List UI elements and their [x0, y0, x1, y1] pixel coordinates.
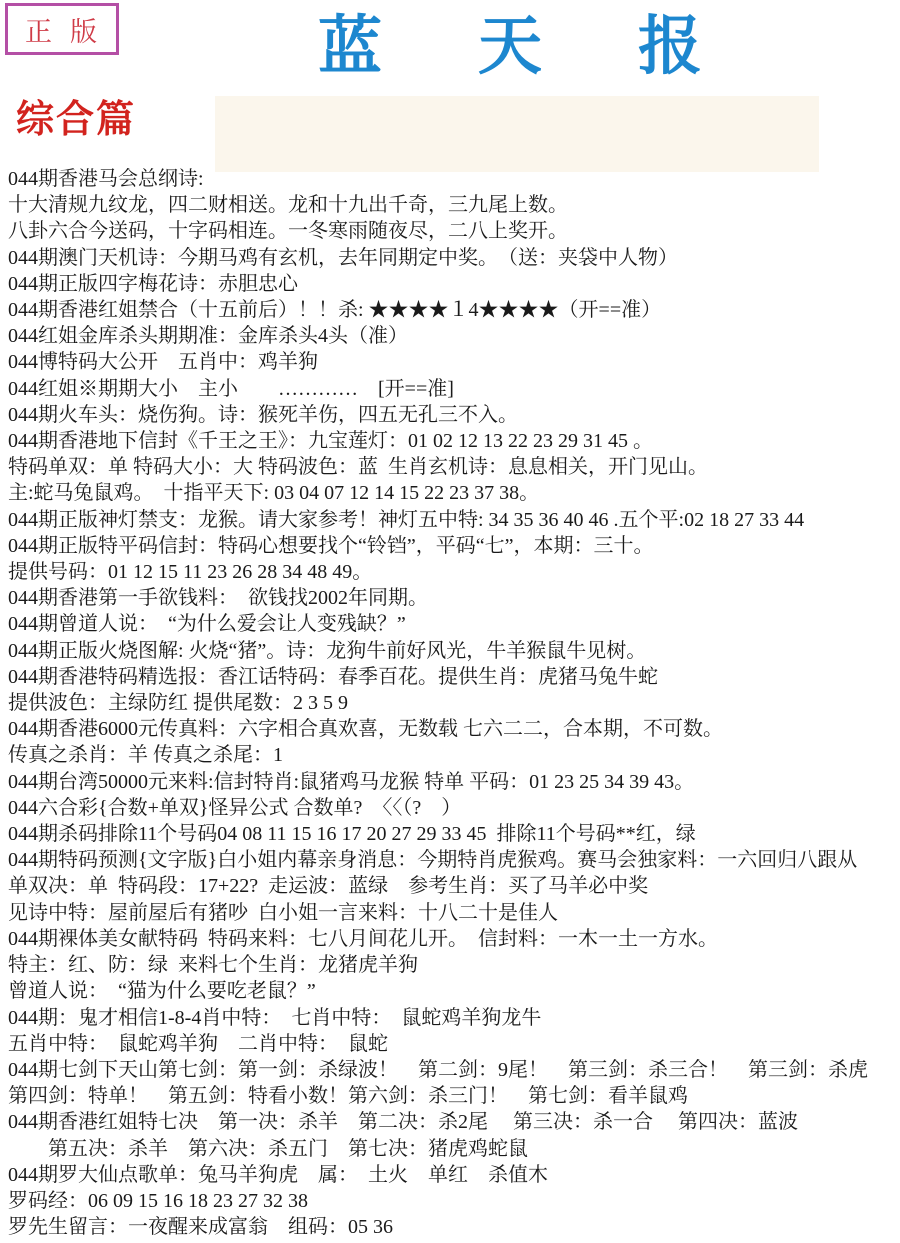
text-line: 044期七剑下天山第七剑：第一剑：杀绿波！ 第二剑：9尾！ 第三剑：杀三合！ 第三剑：杀虎: [8, 1058, 868, 1081]
text-line: 044期香港红姐特七决 第一决：杀羊 第二决：杀2尾 第三决：杀一合 第四决：蓝波: [8, 1111, 798, 1134]
text-line: 八卦六合今送码，十字码相连。一冬寒雨随夜尽，二八上奖开。: [8, 220, 568, 243]
blank-header-panel: [215, 96, 819, 172]
text-line: 044期香港红姐禁合（十五前后）！！杀: ★★★★１4★★★★（开==准）: [8, 299, 662, 322]
body-text: [8, 166, 900, 1240]
text-line: 第四剑：特单！ 第五剑：特看小数！第六剑：杀三门！ 第七剑：看羊鼠鸡: [8, 1085, 688, 1108]
section-title: 综合篇: [16, 99, 137, 141]
text-line: 传真之杀肖：羊 传真之杀尾：1: [8, 744, 283, 767]
text-line: 044期：鬼才相信1-8-4肖中特： 七肖中特： 鼠蛇鸡羊狗龙牛: [8, 1006, 542, 1029]
text-line: 044期正版四字梅花诗：赤胆忠心: [8, 272, 298, 295]
text-line: 044红姐金库杀头期期准：金库杀头4头（准）: [8, 325, 408, 348]
text-line: 主:蛇马兔鼠鸡。 十指平天下: 03 04 07 12 14 15 22 23 37 38。: [8, 482, 540, 505]
text-line: 044期杀码排除11个号码04 08 11 15 16 17 20 27 29 33 45 排除11个号码**红，绿: [8, 823, 696, 846]
text-line: 044期香港特码精选报：香江话特码：春季百花。提供生肖：虎猪马兔牛蛇: [8, 665, 658, 688]
text-line: 十大清规九纹龙，四二财相送。龙和十九出千奇，三九尾上数。: [8, 194, 568, 217]
text-line: 044期特码预测{文字版}白小姐内幕亲身消息：今期特肖虎猴鸡。赛马会独家料：一六回归八跟从: [8, 849, 858, 872]
text-line: 044六合彩{合数+单双}怪异公式 合数单? 〈〈（? ）: [8, 796, 462, 819]
text-line: 044期裸体美女献特码 特码来料：七八月间花儿开。 信封料：一木一土一方水。: [8, 927, 718, 950]
text-line: 特码单双：单 特码大小：大 特码波色：蓝 生肖玄机诗：息息相关，开门见山。: [8, 456, 708, 479]
text-line: 044期曾道人说： “为什么爱会让人变残缺？”: [8, 613, 406, 636]
text-line: 提供波色：主绿防红 提供尾数：2 3 5 9: [8, 692, 348, 715]
page-title: 蓝天报: [318, 11, 798, 82]
text-line: 第五决：杀羊 第六决：杀五门 第七决：猪虎鸡蛇鼠: [8, 1137, 528, 1160]
text-line: 044期台湾50000元来料:信封特肖:鼠猪鸡马龙猴 特单 平码：01 23 25 34 39 43。: [8, 770, 695, 793]
text-line: 罗先生留言：一夜醒来成富翁 组码：05 36: [8, 1216, 393, 1239]
text-line: 罗码经：06 09 15 16 18 23 27 32 38: [8, 1189, 308, 1212]
text-line: 044期澳门天机诗：今期马鸡有玄机，去年同期定中奖。 （送：夹袋中人物）: [8, 246, 678, 269]
text-line: 044红姐※期期大小 主小 ………… [开==准]: [8, 377, 454, 400]
text-line: 单双决：单 特码段：17+22? 走运波：蓝绿 参考生肖：买了马羊必中奖: [8, 875, 649, 898]
text-line: 044期正版神灯禁支：龙猴。请大家参考！神灯五中特: 34 35 36 40 46 .五个平:02 18 27 33 44: [8, 508, 805, 531]
text-line: 044期香港马会总纲诗:: [8, 168, 204, 190]
text-line: 044期香港地下信封《千王之王》：九宝莲灯：01 02 12 13 22 23 29 31 45 。: [8, 430, 653, 453]
text-line: 044期香港第一手欲钱料： 欲钱找2002年同期。: [8, 587, 428, 610]
text-line: 044博特码大公开 五肖中：鸡羊狗: [8, 351, 318, 374]
text-line: 044期正版火烧图解: 火烧“猪”。诗：龙狗牛前好风光，牛羊猴鼠牛见树。: [8, 639, 647, 662]
text-line: 044期香港6000元传真料：六字相合真欢喜，无数载 七六二二，合本期，不可数。: [8, 718, 723, 741]
text-line: 044期罗大仙点歌单：兔马羊狗虎 属： 土火 单红 杀值木: [8, 1163, 548, 1186]
text-line: 五肖中特： 鼠蛇鸡羊狗 二肖中特： 鼠蛇: [8, 1032, 388, 1055]
text-line: 044期正版特平码信封：特码心想要找个“铃铛”，平码“七”，本期：三十。: [8, 534, 654, 557]
text-line: 特主：红、防：绿 来料七个生肖：龙猪虎羊狗: [8, 954, 418, 977]
authentic-badge: 正版: [5, 3, 119, 55]
text-line: 044期火车头：烧伤狗。诗：猴死羊伤，四五无孔三不入。: [8, 403, 518, 426]
text-line: 提供号码：01 12 15 11 23 26 28 34 48 49。: [8, 561, 373, 584]
text-line: 曾道人说： “猫为什么要吃老鼠？”: [8, 980, 316, 1003]
text-line: 见诗中特：屋前屋后有猪吵 白小姐一言来料：十八二十是佳人: [8, 901, 558, 924]
